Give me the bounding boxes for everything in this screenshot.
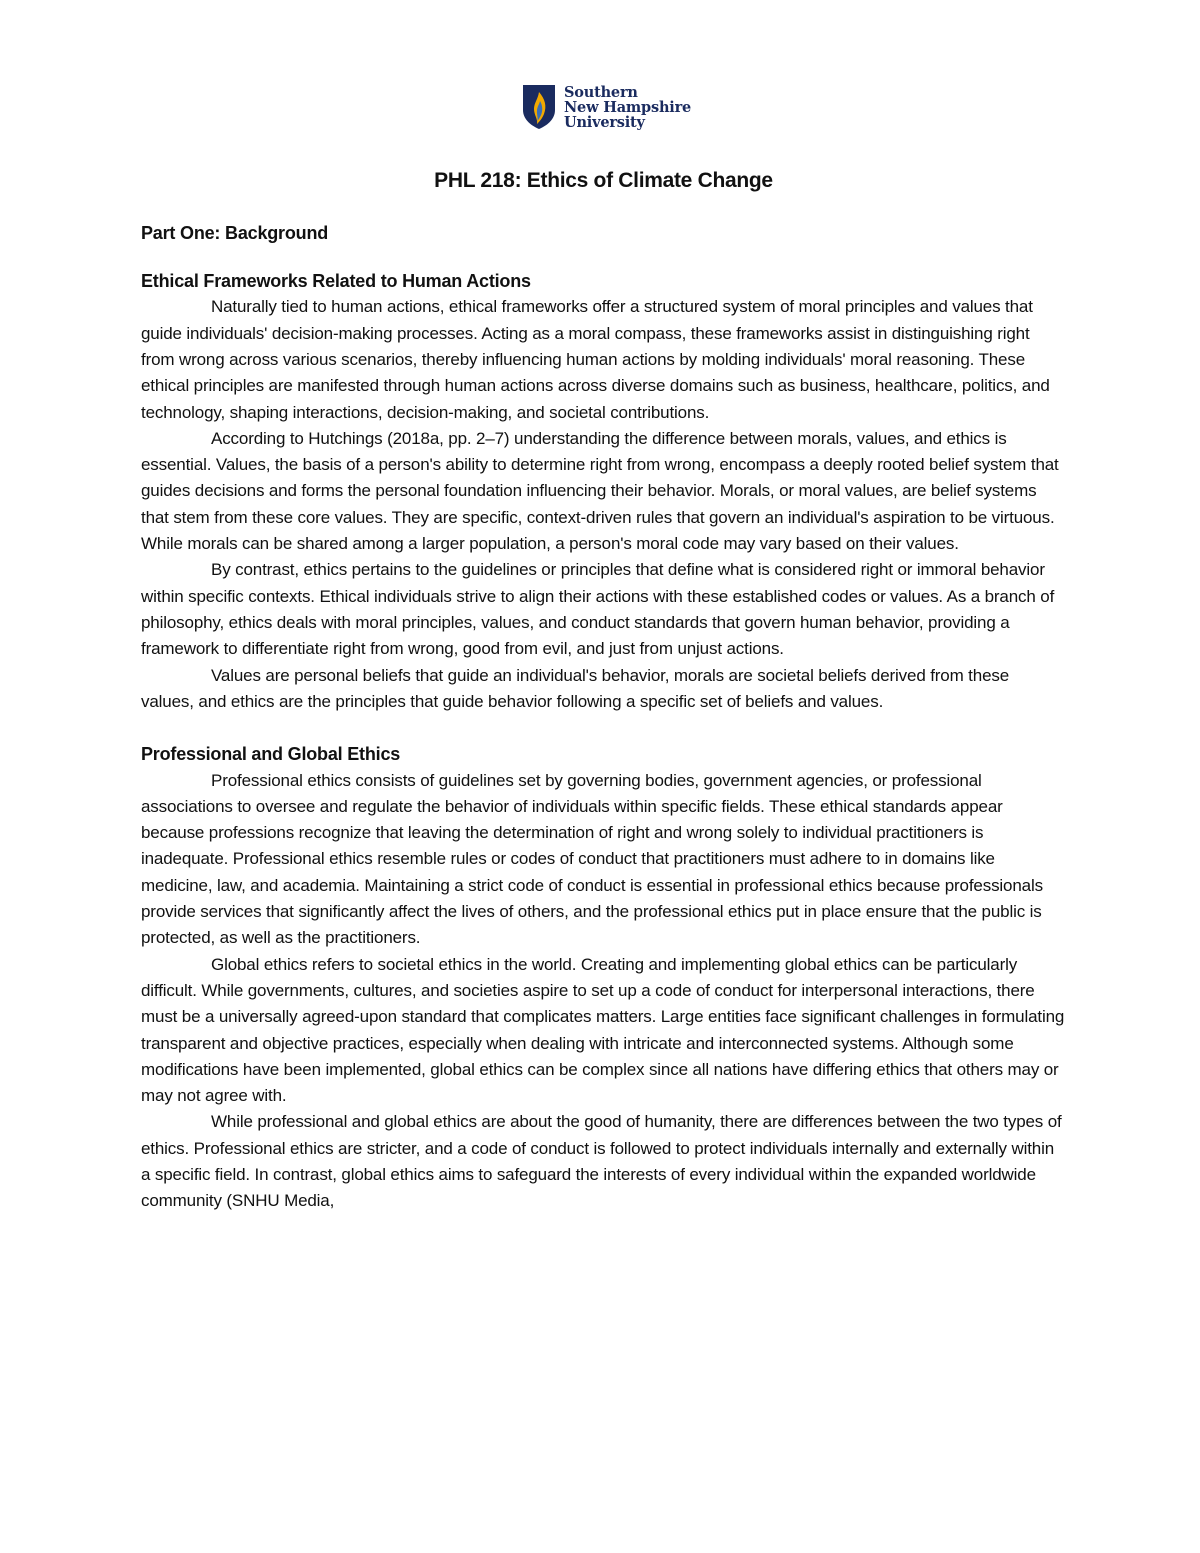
- paragraph: Values are personal beliefs that guide an individual's behavior, morals are societal beliefs derived from these values, and ethics are the principles that guide behavior following a specific set of beliefs and values.: [141, 665, 1010, 711]
- paragraph: While professional and global ethics are about the good of humanity, there are differences between the two types of ethics. Professional ethics are stricter, and a code of conduct is followed to protect individuals internally and externally within a specific field. In contrast, global ethics aims to safeguard the interests of every individual within the expanded worldwide community (SNHU Media,: [141, 1112, 1062, 1211]
- section-heading-ethical-frameworks: Ethical Frameworks Related to Human Actions: [141, 271, 531, 291]
- shield-flame-icon: [522, 84, 556, 130]
- logo-line-1: Southern: [564, 84, 638, 101]
- paragraph: Naturally tied to human actions, ethical frameworks offer a structured system of moral principles and values that guide individuals' decision-making processes. Acting as a moral compass, these frameworks assist in distinguishing right from wrong across various scenarios, thereby influencing human actions by molding individuals' moral reasoning. These ethical principles are manifested through human actions across diverse domains such as business, healthcare, politics, and technology, shaping interactions, decision-making, and societal contributions.: [141, 297, 1050, 422]
- document-title: PHL 218: Ethics of Climate Change: [434, 169, 773, 192]
- part-heading: Part One: Background: [141, 223, 329, 243]
- section-heading-professional-global-ethics: Professional and Global Ethics: [141, 744, 401, 765]
- paragraph: Professional ethics consists of guidelines set by governing bodies, government agencies, or professional associations to oversee and regulate the behavior of individuals within specific fields. These ethical standards appear because professions recognize that leaving the determination of right and wrong solely to individual practitioners is inadequate. Professional ethics resemble rules or codes of conduct that practitioners must adhere to in domains like medicine, law, and academia. Maintaining a strict code of conduct is essential in professional ethics because professionals provide services that significantly affect the lives of others, and the professional ethics put in place ensure that the public is protected, as well as the practitioners.: [141, 770, 1043, 948]
- paragraph: Global ethics refers to societal ethics in the world. Creating and implementing global ethics can be particularly difficult. While governments, cultures, and societies aspire to set up a code of conduct for interpersonal interactions, there must be a universally agreed-upon standard that complicates matters. Large entities face significant challenges in formulating transparent and objective practices, especially when dealing with intricate and interconnected systems. Although some modifications have been implemented, global ethics can be complex since all nations have differing ethics that others may or may not agree with.: [141, 954, 1065, 1106]
- paragraph: By contrast, ethics pertains to the guidelines or principles that define what is considered right or immoral behavior within specific contexts. Ethical individuals strive to align their actions with these established codes or values. As a branch of philosophy, ethics deals with moral principles, values, and conduct standards that govern human behavior, providing a framework to differentiate right from wrong, good from evil, and just from unjust actions.: [141, 560, 1055, 659]
- logo-line-3: University: [564, 114, 645, 131]
- university-logo: [522, 84, 691, 130]
- document-body: [141, 164, 1066, 1215]
- logo-line-2: New Hampshire: [564, 99, 692, 116]
- paragraph: According to Hutchings (2018a, pp. 2–7) understanding the difference between morals, values, and ethics is essential. Values, the basis of a person's ability to determine right from wrong, encompass a deeply rooted belief system that guides decisions and forms the personal foundation influencing their behavior. Morals, or moral values, are belief systems that stem from these core values. They are specific, context-driven rules that govern an individual's aspiration to be virtuous. While morals can be shared among a larger population, a person's moral code may vary based on their values.: [141, 428, 1059, 554]
- logo-wordmark: [564, 85, 691, 130]
